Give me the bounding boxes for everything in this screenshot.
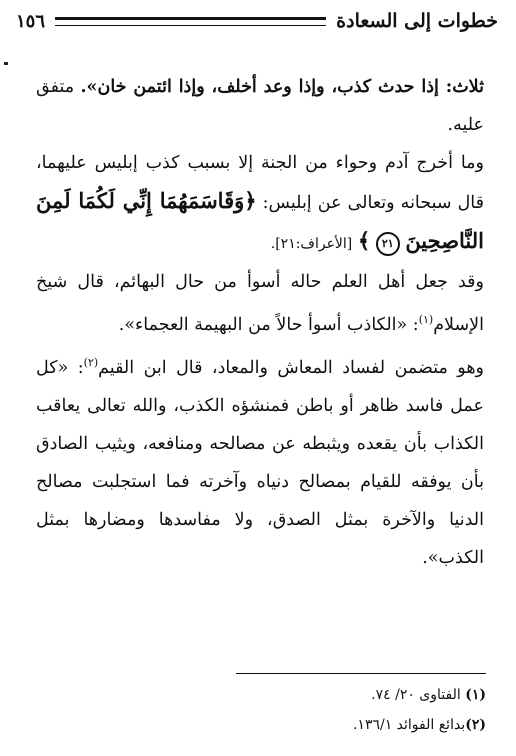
edge-mark (4, 62, 8, 65)
footnote-1-number: (١) (465, 687, 486, 703)
main-text (36, 68, 484, 577)
paragraph-shaykh (36, 263, 484, 344)
footnote-2-text: بدائع الفوائد ١٣٦/١. (352, 717, 466, 733)
footnote-2-number: (٢) (465, 717, 486, 733)
hadith-text: ثلاث: إذا حدث كذب، وإذا وعد أخلف، وإذا ائتمن خان». (80, 77, 484, 97)
quran-bracket-open: ﴿ (244, 188, 257, 213)
footnote-ref-1[interactable]: (١) (418, 313, 434, 326)
shaykh-quote: : «الكاذب أسوأ حالاً من البهيمة العجماء». (118, 314, 419, 335)
quran-bracket-close: ﴾ (357, 228, 371, 253)
paragraph-hadith (36, 68, 484, 144)
ibn-qayyim-quote: : «كل عمل فاسد ظاهر أو باطن فمنشؤه الكذب، والله تعالى يعاقب الكذاب بأن يقعده ويثبطه عن مصالحه ومنافعه، ويثيب الصادق بأن يوفقه للقيام بمصالح دنياه وآخرته فما استجلبت مصالح الدنيا والآخرة بمثل الصدق، ولا مفاسدها ومضارها بمثل الكذب». (36, 357, 484, 568)
header-rule (55, 17, 326, 26)
footnote-1-text: الفتاوى ٢٠/ ٧٤. (371, 687, 466, 703)
ibn-qayyim-text: وهو متضمن لفساد المعاش والمعاد، قال ابن القيم (98, 357, 485, 378)
hadith-source: متفق عليه. (36, 77, 484, 135)
page-number: ١٥٦ (16, 10, 46, 32)
quran-verse: وَقَاسَمَهُمَا إِنِّي لَكُمَا لَمِنَ النَّاصِحِينَ (36, 188, 484, 253)
footnote-2 (46, 710, 486, 740)
running-header (10, 8, 498, 34)
paragraph-iblis (36, 144, 484, 263)
paragraph-ibn-qayyim (36, 344, 484, 577)
ayah-number-mark: ٢١ (376, 232, 400, 256)
iblis-text: وما أخرج آدم وحواء من الجنة إلا بسبب كذب إبليس عليهما، قال سبحانه وتعالى عن إبليس: (36, 153, 484, 213)
footnote-ref-2[interactable]: (٢) (83, 355, 99, 369)
surah-reference: [الأعراف:٢١]. (270, 236, 353, 252)
footnotes (46, 680, 486, 740)
shaykh-text: وقد جعل أهل العلم حاله أسوأ من حال البهائم، قال شيخ الإسلام (36, 272, 484, 335)
header-title: خطوات إلى السعادة (336, 10, 498, 32)
footnote-separator (236, 673, 486, 674)
footnote-1 (46, 680, 486, 710)
